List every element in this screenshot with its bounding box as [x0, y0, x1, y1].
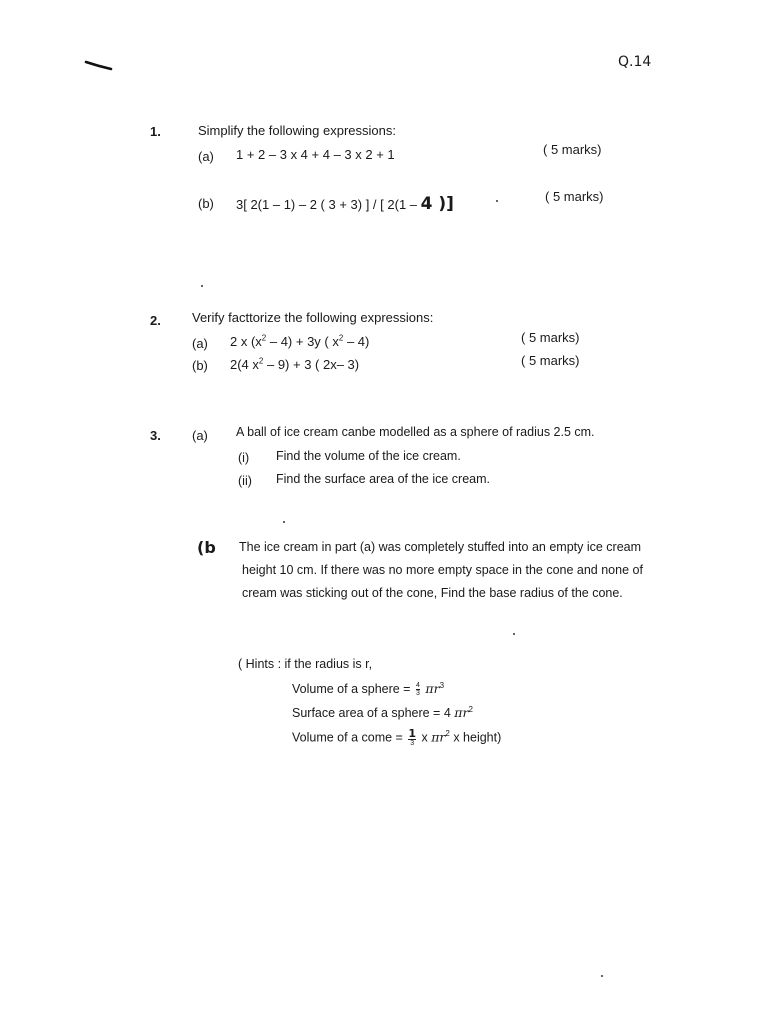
scan-speck — [283, 521, 285, 523]
scan-speck — [496, 200, 498, 202]
q2a-expression — [230, 334, 369, 349]
q1-instruction: Simplify the following expressions: — [198, 123, 396, 138]
q1b-marks: ( 5 marks) — [545, 189, 604, 204]
pi-r: πr — [454, 705, 469, 720]
hint-sphere-surface — [292, 705, 473, 720]
hint-cone-volume-end: x height) — [449, 730, 502, 745]
exponent: 2 — [445, 729, 450, 739]
q1-number: 1. — [150, 124, 161, 139]
q3a-ii-text: Find the surface area of the ice cream. — [276, 472, 490, 486]
handwritten-stroke-mark — [84, 58, 114, 72]
q3-number: 3. — [150, 428, 161, 443]
scan-speck — [513, 633, 515, 635]
fraction-denominator: 3 — [415, 690, 420, 698]
q2a-marks: ( 5 marks) — [521, 330, 580, 345]
q2a-expr-part3: – 4) — [343, 334, 370, 349]
pi-r: πr — [431, 729, 446, 745]
q2a-expr-part1: 2 x (x — [230, 334, 262, 349]
q3b-line1: The ice cream in part (a) was completely stuffed into an empty ice cream — [239, 540, 642, 554]
scan-speck — [201, 285, 203, 287]
q3a-text: A ball of ice cream canbe modelled as a sphere of radius 2.5 cm. — [236, 425, 595, 439]
q2b-expr-part1: 2(4 x — [230, 357, 259, 372]
q3b-label: (b — [197, 538, 216, 557]
q2a-label: (a) — [192, 336, 208, 351]
times-sign: x — [421, 730, 428, 745]
scan-speck — [601, 975, 603, 977]
q3a-i-label: (i) — [238, 451, 250, 465]
q3b-line3: cream was sticking out of the cone, Find the base radius of the cone. — [242, 586, 623, 600]
hint-sphere-volume — [292, 681, 444, 697]
q3a-label: (a) — [192, 428, 208, 443]
fraction-one-third — [408, 729, 416, 747]
hint-cone-volume-label: Volume of a come = — [292, 730, 403, 745]
page-code: Q.14 — [618, 54, 652, 70]
q2b-expr-part2: – 9) + 3 ( 2x– 3) — [263, 357, 360, 372]
q2b-expression — [230, 357, 359, 372]
exponent: 2 — [468, 704, 473, 714]
q2a-exponent1: 2 — [261, 333, 267, 343]
q3a-ii-label: (ii) — [238, 474, 252, 488]
q3a-i-text: Find the volume of the ice cream. — [276, 449, 461, 463]
q1b-expression-printed: 3[ 2(1 – 1) – 2 ( 3 + 3) ] / [ 2(1 – — [236, 197, 418, 212]
q1b-label: (b) — [198, 196, 214, 211]
q2b-exponent1: 2 — [258, 356, 264, 366]
hints-intro: ( Hints : if the radius is r, — [238, 657, 373, 671]
q2b-marks: ( 5 marks) — [521, 353, 580, 368]
exponent: 3 — [439, 680, 445, 690]
q1b-expression — [236, 194, 454, 214]
q2b-label: (b) — [192, 358, 208, 373]
q1a-label: (a) — [198, 149, 214, 164]
q3b-line2: height 10 cm. If there was no more empty space in the cone and none of — [242, 563, 643, 577]
fraction-numerator: 1 — [408, 727, 416, 740]
hint-cone-volume — [292, 729, 501, 747]
q1b-expression-handwritten: 4 )] — [420, 194, 454, 214]
q2a-expr-part2: – 4) + 3y ( x — [266, 334, 339, 349]
q2-instruction: Verify facttorize the following expressions: — [192, 310, 434, 325]
fraction-denominator: 3 — [410, 740, 415, 747]
q2-number: 2. — [150, 313, 161, 328]
fraction-four-thirds — [416, 682, 420, 697]
hint-sphere-volume-label: Volume of a sphere = — [292, 682, 411, 696]
hint-sphere-surface-label: Surface area of a sphere = 4 — [292, 706, 451, 720]
fraction-numerator: 4 — [415, 682, 420, 690]
q1a-marks: ( 5 marks) — [543, 142, 602, 157]
q2a-exponent2: 2 — [338, 333, 344, 343]
pi-r: πr — [425, 681, 440, 696]
q1a-expression: 1 + 2 – 3 x 4 + 4 – 3 x 2 + 1 — [236, 147, 395, 162]
